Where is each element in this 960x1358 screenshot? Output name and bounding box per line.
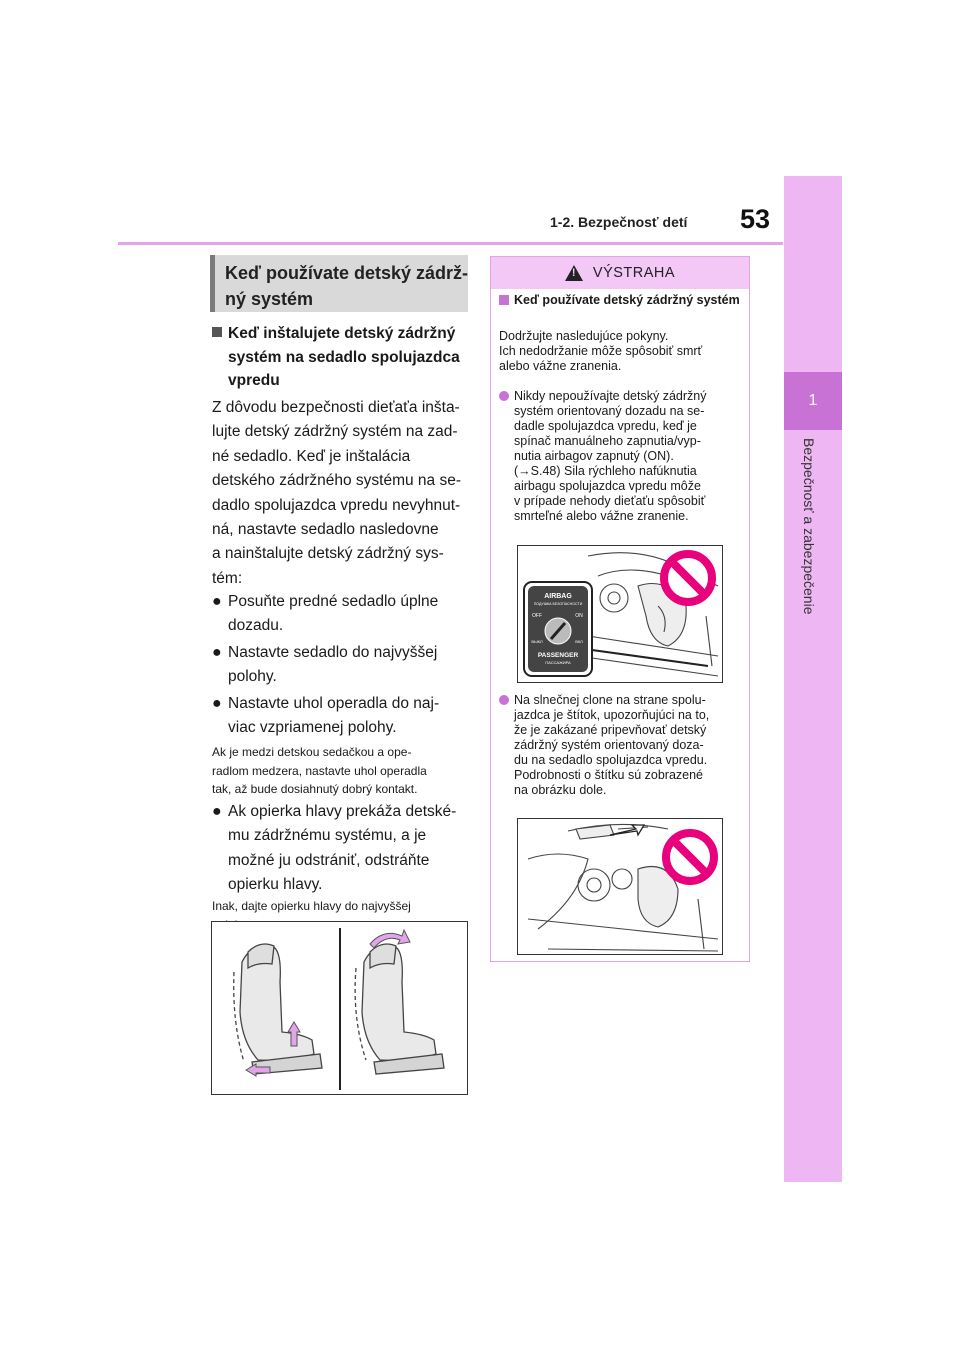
note-line: radlom medzera, nastavte uhol operadla <box>212 763 427 778</box>
sub-heading <box>212 322 470 393</box>
warning-line: v prípade nehody dieťaťu spôsobiť <box>514 494 706 508</box>
warning-intro <box>499 329 744 374</box>
warning-line: na obrázku dole. <box>514 783 607 797</box>
paragraph-line: Z dôvodu bezpečnosti dieťaťa inšta- <box>212 399 460 416</box>
square-bullet-icon <box>499 295 509 305</box>
warning-line: du na sedadlo spolujazdca vpredu. <box>514 753 708 767</box>
warning-header <box>491 257 749 289</box>
note-line: Ak je medzi detskou sedačkou a ope- <box>212 745 412 759</box>
sun-visor-illustration <box>518 819 722 954</box>
warning-line: airbagu spolujazdca vpredu môže <box>514 479 701 493</box>
warning-line: zádržný systém orientovaný doza- <box>514 738 704 752</box>
warning-line: Na slnečnej clone na strane spolu- <box>514 693 706 707</box>
prohibition-sign-icon <box>666 833 714 881</box>
bullet-dot-icon: ● <box>212 644 222 661</box>
note-line: Inak, dajte opierku hlavy do najvyššej <box>212 899 411 913</box>
seat-illustration <box>212 922 467 1094</box>
airbag-switch-illustration <box>518 546 722 682</box>
warning-list-item <box>499 389 745 524</box>
heading-line: Keď používate detský zádrž- <box>225 263 468 283</box>
airbag-label-sub: ПОДУШКА БЕЗОПАСНОСТИ <box>533 602 583 606</box>
paragraph-line: lujte detský zádržný systém na zad- <box>212 423 458 441</box>
warning-line: spínač manuálneho zapnutia/vyp- <box>514 434 701 448</box>
warning-line: jazdca je štítok, upozorňujúci na to, <box>514 708 710 722</box>
airbag-label-on: ON <box>575 613 583 619</box>
bullet-line: Nastavte uhol operadla do naj- <box>228 695 440 712</box>
list-item <box>212 641 470 690</box>
bullet-line: dozadu. <box>228 617 284 635</box>
bullet-dot-icon: ● <box>212 695 222 712</box>
warning-triangle-icon <box>565 265 583 281</box>
warning-title: VÝSTRAHA <box>592 265 676 281</box>
bullet-dot-icon: ● <box>212 593 222 610</box>
paragraph-line: ná, nastavte sedadlo nasledovne <box>212 521 439 539</box>
bullet-line: Ak opierka hlavy prekáža detské- <box>228 803 457 820</box>
intro-paragraph <box>212 396 472 591</box>
warning-line: (→S.48) Sila rýchleho nafúknutia <box>514 464 697 478</box>
warning-line: systém orientovaný dozadu na se- <box>514 404 705 418</box>
list-item <box>212 590 470 639</box>
sub-heading-text: Keď inštalujete detský zádržný systém na sedadlo spolujazdca vpredu <box>228 325 460 389</box>
warning-line: dadle spolujazdca vpredu, keď je <box>514 419 697 433</box>
note-text <box>212 743 470 799</box>
page-number: 53 <box>740 204 771 234</box>
paragraph-line: detského zádržného systému na se- <box>212 472 461 490</box>
bullet-line: Nastavte sedadlo do najvyššej <box>228 644 438 661</box>
list-item <box>212 692 470 741</box>
airbag-label-vkl: ВКЛ <box>575 639 583 644</box>
header-rule <box>118 242 783 245</box>
warning-sub-heading-text: Keď používate detský zádržný systém <box>514 293 740 307</box>
warning-line: Ich nedodržanie môže spôsobiť smrť <box>499 344 703 358</box>
heading-line: ný systém <box>225 289 314 309</box>
sun-visor-figure <box>517 818 723 955</box>
bullet-line: viac vzpriamenej polohy. <box>228 719 397 737</box>
prohibition-sign-icon <box>664 554 712 602</box>
warning-line: Nikdy nepoužívajte detský zádržný <box>514 389 707 403</box>
airbag-label-passenger-ru: ПАССАЖИРА <box>545 660 571 665</box>
bullet-line: mu zádržnému systému, a je <box>228 827 427 845</box>
warning-list-item <box>499 693 745 798</box>
bullet-line: opierku hlavy. <box>228 876 323 894</box>
warning-sub-heading <box>499 293 744 308</box>
warning-line: Podrobnosti o štítku sú zobrazené <box>514 768 704 782</box>
chapter-number: 1 <box>784 372 842 430</box>
warning-line: Dodržujte nasledujúce pokyny. <box>499 329 669 343</box>
square-bullet-icon <box>212 327 222 337</box>
section-heading <box>210 255 468 312</box>
paragraph-line: né sedadlo. Keď je inštalácia <box>212 447 411 465</box>
airbag-label-off: OFF <box>532 613 542 619</box>
bullet-line: možné ju odstrániť, odstráňte <box>228 851 430 869</box>
bullet-line: Posuňte predné sedadlo úplne <box>228 593 439 610</box>
airbag-switch-figure <box>517 545 723 683</box>
bullet-dot-icon <box>499 695 509 705</box>
warning-line: smrteľné alebo vážne zranenie. <box>514 509 689 523</box>
bullet-dot-icon: ● <box>212 803 222 820</box>
airbag-label-vykl: ВЫКЛ <box>531 639 543 644</box>
note-line: tak, až bude dosiahnutý dobrý kontakt. <box>212 782 418 796</box>
seat-adjustment-figure <box>211 921 468 1095</box>
bullet-dot-icon <box>499 391 509 401</box>
airbag-label-title: AIRBAG <box>544 593 572 600</box>
paragraph-line: tém: <box>212 569 243 587</box>
chapter-label: Bezpečnosť a zabezpečenie <box>801 438 817 615</box>
list-item <box>212 800 470 898</box>
paragraph-line: a nainštalujte detský zádržný sys- <box>212 545 444 563</box>
warning-line: nutia airbagov zapnutý (ON). <box>514 449 674 463</box>
airbag-label-passenger: PASSENGER <box>537 652 579 659</box>
section-title: 1-2. Bezpečnosť detí <box>550 214 688 230</box>
warning-line: alebo vážne zranenia. <box>499 359 622 373</box>
warning-line: že je zakázané pripevňovať detský <box>514 723 707 737</box>
paragraph-line: dadlo spolujazdca vpredu nevyhnut- <box>212 496 461 514</box>
bullet-line: polohy. <box>228 668 277 686</box>
